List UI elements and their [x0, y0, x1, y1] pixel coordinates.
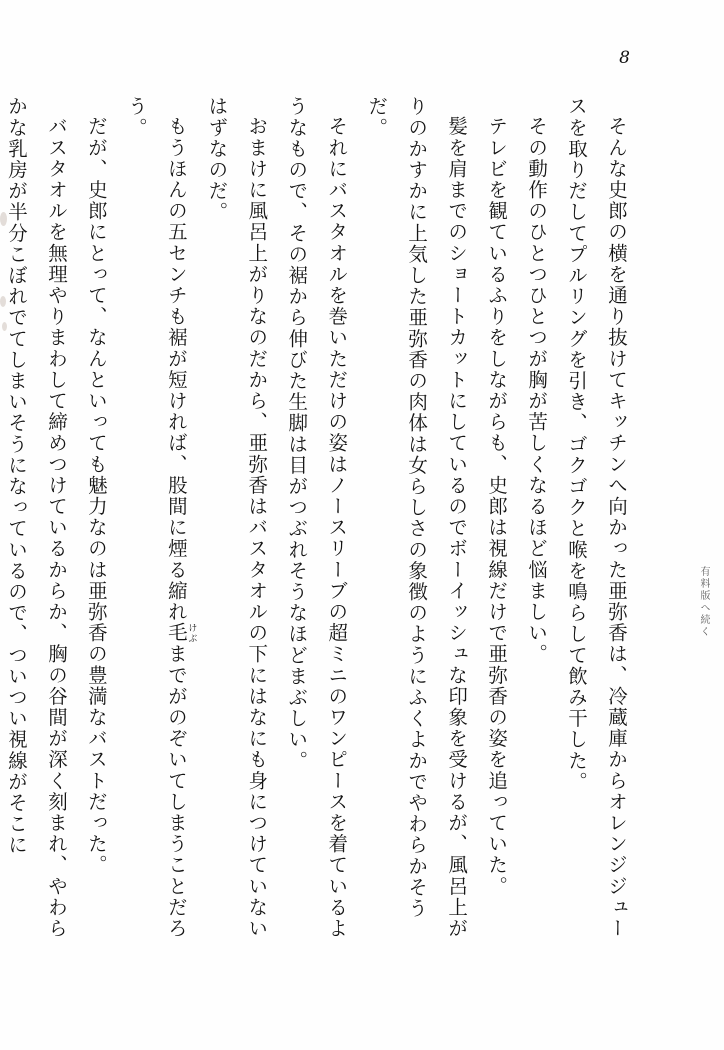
- paragraph: そんな史郎の横を通り抜けてキッチンへ向かった亜弥香は、冷蔵庫からオレンジジュースを取りだしてプルリングを引き、ゴクゴクと喉を鳴らして飲み干した。: [565, 96, 628, 939]
- margin-note: 有料版へ続く: [698, 566, 709, 638]
- paragraph: だが、史郎にとって、なんといっても魅力なのは亜弥香の豊満なバストだった。: [84, 115, 108, 876]
- paragraph-text-after-ruby: までがのぞいてしまうことだろう。: [124, 96, 188, 939]
- ruby-reading: けぶ: [186, 621, 197, 643]
- paragraph: その動作のひとつひとつが胸が苦しくなるほど悩ましい。: [525, 115, 549, 665]
- paragraph: テレビを観ているふりをしながらも、史郎は視線だけで亜弥香の姿を追っていた。: [485, 115, 509, 897]
- ruby-annotation: [164, 621, 197, 644]
- body-text: [4, 96, 636, 956]
- paragraph: バスタオルを無理やりまわして締めつけているからか、胸の谷間が深く刻まれ、やわらかな乳房が半分こぼれでてしまいそうになっているので、ついつい視線がそこに: [4, 96, 68, 939]
- paragraph: それにバスタオルを巻いただけの姿はノースリーブの超ミニのワンピースを着ているようなもので、その裾から伸びた生脚は目がつぶれそうなほどまぶしい。: [285, 96, 349, 939]
- page-number: 8: [619, 48, 630, 68]
- ruby-base: 毛: [164, 621, 188, 644]
- paragraph: おまけに風呂上がりなのだから、亜弥香はバスタオルの下にはなにも身につけていないはずなのだ。: [205, 96, 269, 939]
- paragraph-with-ruby: [116, 96, 196, 956]
- paragraph-text-before-ruby: もうほんの五センチも裾が短ければ、股間に煙る縮れ: [164, 115, 188, 622]
- paragraph: 髪を肩までのショートカットにしているのでボーイッシュな印象を受けるが、風呂上がりのかすかに上気した亜弥香の肉体は女らしさの象徴のようにふくよかでやわらかそうだ。: [365, 96, 469, 939]
